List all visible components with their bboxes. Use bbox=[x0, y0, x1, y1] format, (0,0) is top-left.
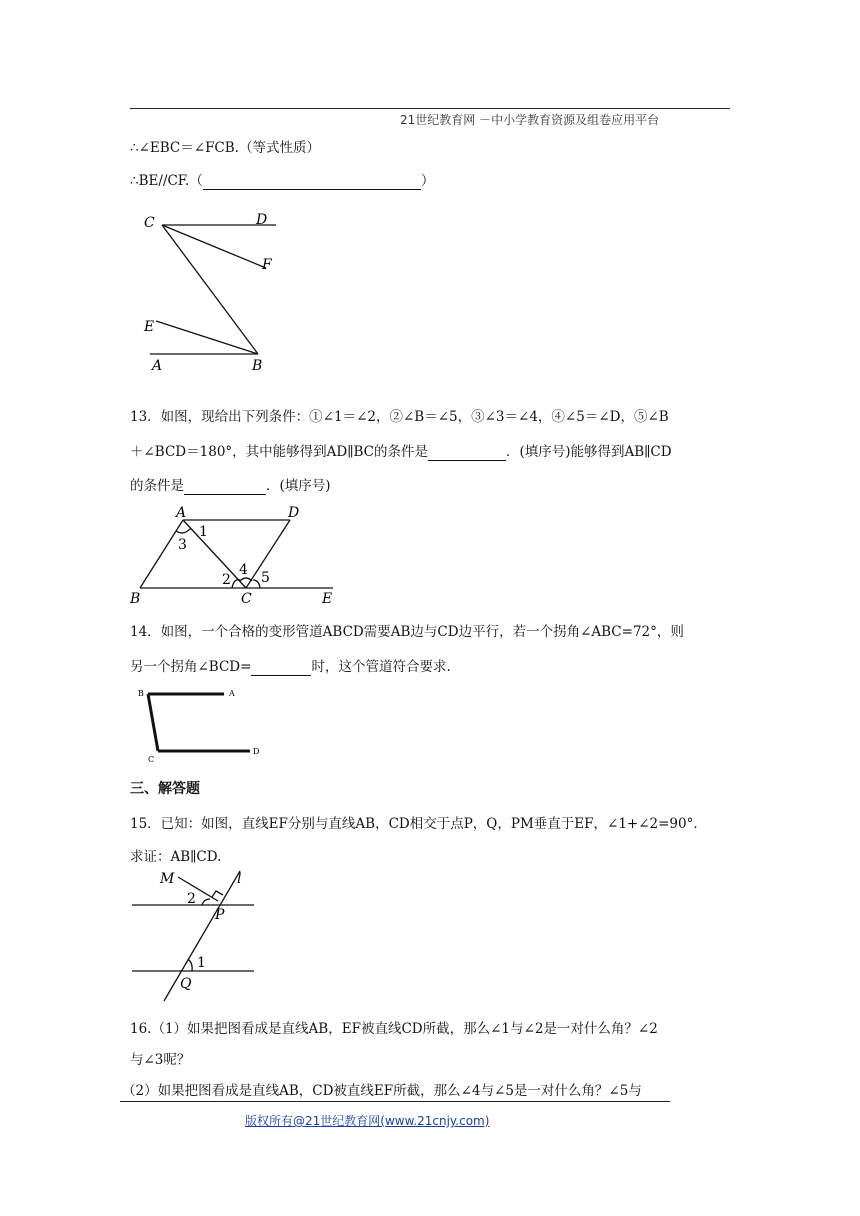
q13-blank-2 bbox=[184, 478, 266, 495]
q15-angle-1: 1 bbox=[197, 955, 206, 971]
q13-label-E: E bbox=[322, 591, 333, 606]
line-AB bbox=[140, 520, 183, 588]
q14-label-B: B bbox=[138, 689, 144, 698]
q15-line2: 求证：AB∥CD. bbox=[130, 849, 222, 865]
q15-label-P: P bbox=[215, 907, 225, 923]
q12-label-B: B bbox=[252, 358, 263, 374]
q14-line1: 14．如图，一个合格的变形管道ABCD需要AB边与CD边平行，若一个拐角∠ABC=72°，则 bbox=[130, 624, 684, 640]
copyright-link[interactable]: 版权所有@21世纪教育网(www.21cnjy.com) bbox=[245, 1114, 490, 1128]
footer-rule bbox=[120, 1101, 670, 1102]
q13-line3-b: ．(填序号) bbox=[266, 478, 331, 494]
q14-label-C: C bbox=[148, 755, 155, 764]
q13-line2 bbox=[130, 440, 672, 461]
q13-angle-1: 1 bbox=[199, 524, 208, 540]
q12-line2-prefix: ∴BE//CF.（ bbox=[130, 173, 203, 189]
line-l bbox=[164, 871, 240, 1001]
q12-line2-suffix: ） bbox=[420, 173, 435, 189]
q13-line1: 13．如图，现给出下列条件：①∠1＝∠2，②∠B＝∠5，③∠3＝∠4，④∠5＝∠D，⑤∠B bbox=[130, 409, 669, 425]
q12-line2 bbox=[130, 169, 434, 190]
q14-figure bbox=[130, 682, 270, 768]
q16-line3: （2）如果把图看成是直线AB，CD被直线EF所截，那么∠4与∠5是一对什么角？∠5与 bbox=[122, 1083, 642, 1099]
q13-line3 bbox=[130, 474, 331, 495]
q13-angle-3: 3 bbox=[178, 537, 187, 553]
q13-label-A: A bbox=[176, 505, 187, 521]
q15-figure bbox=[128, 867, 260, 1005]
q15-angle-2: 2 bbox=[187, 891, 196, 907]
q12-label-C: C bbox=[144, 215, 155, 231]
q12-line1: ∴∠EBC＝∠FCB.（等式性质） bbox=[130, 140, 320, 156]
q12-label-F: F bbox=[262, 257, 272, 273]
q14-line2 bbox=[130, 655, 451, 676]
q13-line3-a: 的条件是 bbox=[130, 478, 184, 494]
q12-label-D: D bbox=[256, 212, 268, 228]
line-EB bbox=[156, 321, 258, 354]
q13-label-D: D bbox=[288, 505, 300, 521]
header-rule bbox=[130, 108, 730, 109]
q12-label-E: E bbox=[144, 319, 155, 335]
q13-label-B: B bbox=[130, 591, 141, 606]
q12-label-A: A bbox=[152, 358, 163, 374]
q13-figure bbox=[128, 504, 343, 606]
q13-label-C: C bbox=[241, 591, 252, 606]
q12-answer-blank bbox=[203, 173, 421, 190]
line-AC bbox=[183, 520, 246, 588]
q12-figure bbox=[130, 204, 290, 384]
q14-label-D: D bbox=[253, 747, 260, 756]
q16-line2: 与∠3呢？ bbox=[130, 1052, 191, 1068]
pipe-BC bbox=[148, 694, 158, 751]
q13-blank-1 bbox=[428, 444, 506, 461]
q16-line1: 16.（1）如果把图看成是直线AB，EF被直线CD所截，那么∠1与∠2是一对什么角？∠2 bbox=[130, 1021, 658, 1037]
section-title-answer-questions: 三、解答题 bbox=[130, 781, 200, 797]
q15-line1: 15．已知：如图，直线EF分别与直线AB，CD相交于点P，Q，PM垂直于EF，∠1+∠2=90°． bbox=[130, 816, 707, 832]
q15-label-M: M bbox=[160, 871, 175, 887]
q13-angle-5: 5 bbox=[261, 570, 270, 586]
q14-line2-a: 另一个拐角∠BCD= bbox=[130, 659, 252, 675]
q14-line2-b: 时，这个管道符合要求. bbox=[311, 659, 451, 675]
q15-label-Q: Q bbox=[180, 976, 192, 992]
q13-angle-2: 2 bbox=[222, 572, 231, 588]
q15-label-l: l bbox=[237, 871, 242, 887]
line-PM bbox=[178, 877, 218, 901]
q13-line2-b: ．(填序号)能够得到AB∥CD bbox=[505, 444, 672, 460]
q13-line2-a: ＋∠BCD＝180°，其中能够得到AD∥BC的条件是 bbox=[130, 444, 428, 460]
q13-angle-4: 4 bbox=[239, 562, 248, 578]
q14-blank bbox=[251, 659, 311, 676]
header-site-name: 21世纪教育网 －中小学教育资源及组卷应用平台 bbox=[400, 113, 660, 127]
q14-label-A: A bbox=[229, 689, 235, 698]
